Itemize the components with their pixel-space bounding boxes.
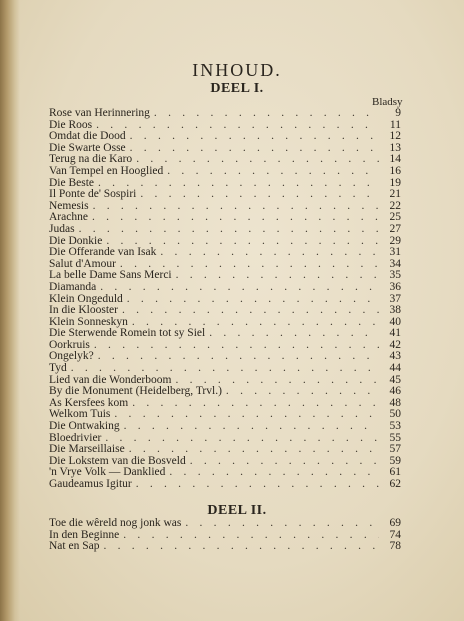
toc-entry xyxy=(49,421,401,433)
entry-title: Terug na die Karo xyxy=(49,153,133,166)
dot-leader xyxy=(103,541,379,553)
toc-entry xyxy=(49,541,401,553)
entry-title: Die Offerande van Isak xyxy=(49,246,157,259)
entry-page-number: 50 xyxy=(389,408,401,421)
dot-leader xyxy=(71,363,379,375)
entry-page-number: 25 xyxy=(389,211,401,224)
entry-page-number: 35 xyxy=(389,269,401,282)
dot-leader xyxy=(185,518,379,530)
dot-leader xyxy=(176,270,379,282)
toc-entry xyxy=(49,363,401,375)
entry-page-number: 53 xyxy=(389,420,401,433)
entry-page-number: 9 xyxy=(395,107,401,119)
dot-leader xyxy=(132,398,379,410)
entry-page-number: 13 xyxy=(389,141,401,154)
toc-entry xyxy=(49,530,401,542)
dot-leader xyxy=(123,530,379,542)
entry-page-number: 45 xyxy=(389,373,401,386)
dot-leader xyxy=(96,120,379,132)
entry-page-number: 43 xyxy=(389,350,401,363)
dot-leader xyxy=(98,178,379,190)
entry-title: Die Roos xyxy=(49,118,93,131)
dot-leader xyxy=(169,467,379,479)
toc-entry xyxy=(49,518,401,530)
entry-title: By die Monument (Heidelberg, Trvl.) xyxy=(49,385,222,398)
entry-title: Die Lokstem van die Bosveld xyxy=(49,454,186,467)
dot-leader xyxy=(154,108,379,120)
toc-entry xyxy=(49,224,401,236)
entry-title: Ongelyk? xyxy=(49,350,94,363)
entry-title: La belle Dame Sans Merci xyxy=(49,269,172,282)
entry-page-number: 41 xyxy=(389,327,401,340)
entry-page-number: 19 xyxy=(389,176,401,189)
entry-title: Tyd xyxy=(49,362,67,375)
entry-page-number: 12 xyxy=(389,130,401,143)
toc-entry xyxy=(49,201,401,213)
entry-title: Diamanda xyxy=(49,280,97,293)
dot-leader xyxy=(93,201,379,213)
entry-page-number: 69 xyxy=(389,517,401,529)
entry-page-number: 42 xyxy=(389,338,401,351)
entry-title: Klein Sonneskyn xyxy=(49,315,128,328)
dot-leader xyxy=(79,224,379,236)
toc-entry xyxy=(49,479,401,491)
entry-page-number: 40 xyxy=(389,315,401,328)
dot-leader xyxy=(114,409,379,421)
entry-title: Lied van die Wonderboom xyxy=(49,373,172,386)
entry-title: Salut d'Amour xyxy=(49,257,116,270)
entry-page-number: 16 xyxy=(389,164,401,177)
toc-entry xyxy=(49,247,401,259)
entry-page-number: 31 xyxy=(389,246,401,259)
entry-title: Omdat die Dood xyxy=(49,130,126,143)
dot-leader xyxy=(105,433,379,445)
dot-leader xyxy=(100,282,379,294)
toc-entry xyxy=(49,108,401,120)
dot-leader xyxy=(136,154,379,166)
dot-leader xyxy=(94,340,379,352)
entry-title: Nat en Sap xyxy=(49,540,100,553)
entry-title: Die Swarte Osse xyxy=(49,141,126,154)
entry-page-number: 61 xyxy=(389,466,401,479)
toc-entry xyxy=(49,166,401,178)
toc-entry xyxy=(49,305,401,317)
entry-title: Welkom Tuis xyxy=(49,408,111,421)
dot-leader xyxy=(122,305,379,317)
entry-title: Gaudeamus Igitur xyxy=(49,478,132,490)
entry-title: In die Klooster xyxy=(49,304,118,317)
toc-entry xyxy=(49,270,401,282)
entry-title: Die Beste xyxy=(49,176,95,189)
entry-page-number: 38 xyxy=(389,304,401,317)
entry-page-number: 48 xyxy=(389,396,401,409)
dot-leader xyxy=(226,386,379,398)
entry-page-number: 55 xyxy=(389,431,401,444)
part-one-heading: DEEL I. xyxy=(210,81,264,96)
dot-leader xyxy=(167,166,379,178)
entry-title: Nemesis xyxy=(49,199,89,212)
entry-page-number: 37 xyxy=(389,292,401,305)
dot-leader xyxy=(130,131,379,143)
entry-title: 'n Vrye Volk — Danklied xyxy=(49,466,166,479)
entry-title: Bloedrivier xyxy=(49,431,102,444)
toc-entry xyxy=(49,351,401,363)
entry-title: Arachne xyxy=(49,211,88,224)
dot-leader xyxy=(190,456,379,468)
table-of-contents-part-two xyxy=(49,518,401,553)
dot-leader xyxy=(98,351,379,363)
dot-leader xyxy=(130,143,379,155)
toc-entry xyxy=(49,212,401,224)
entry-page-number: 57 xyxy=(389,443,401,456)
entry-page-number: 11 xyxy=(389,118,401,131)
entry-page-number: 59 xyxy=(389,454,401,467)
entry-title: Judas xyxy=(49,222,75,235)
entry-title: Die Sterwende Romein tot sy Siel xyxy=(49,327,206,340)
entry-page-number: 21 xyxy=(389,188,401,201)
dot-leader xyxy=(160,247,379,259)
entry-title: Die Ontwaking xyxy=(49,420,120,433)
toc-entry xyxy=(49,340,401,352)
dot-leader xyxy=(127,294,379,306)
entry-page-number: 22 xyxy=(389,199,401,212)
entry-title: Klein Ongeduld xyxy=(49,292,123,305)
entry-title: Toe die wêreld nog jonk was xyxy=(49,517,182,529)
dot-leader xyxy=(209,328,379,340)
entry-page-number: 78 xyxy=(389,540,401,553)
entry-title: Van Tempel en Hooglied xyxy=(49,164,164,177)
entry-page-number: 29 xyxy=(389,234,401,247)
entry-title: In den Beginne xyxy=(49,528,120,541)
toc-entry xyxy=(49,328,401,340)
entry-page-number: 46 xyxy=(389,385,401,398)
part-two-heading: DEEL II. xyxy=(207,503,267,518)
toc-entry xyxy=(49,189,401,201)
entry-page-number: 34 xyxy=(389,257,401,270)
entry-page-number: 14 xyxy=(389,153,401,166)
entry-page-number: 36 xyxy=(389,280,401,293)
entry-page-number: 74 xyxy=(389,528,401,541)
toc-entry xyxy=(49,282,401,294)
entry-title: Die Marseillaise xyxy=(49,443,125,456)
entry-title: Die Donkie xyxy=(49,234,103,247)
entry-title: As Kersfees kom xyxy=(49,396,129,409)
entry-page-number: 62 xyxy=(389,478,401,490)
dot-leader xyxy=(92,212,379,224)
dot-leader xyxy=(136,479,379,491)
entry-title: Il Ponte de' Sospiri xyxy=(49,188,137,201)
entry-title: Rose van Herinnering xyxy=(49,107,150,119)
entry-page-number: 27 xyxy=(389,222,401,235)
entry-title: Oorkruis xyxy=(49,338,90,351)
dot-leader xyxy=(140,189,379,201)
table-of-contents-part-one xyxy=(49,108,401,491)
entry-page-number: 44 xyxy=(389,362,401,375)
page-column-label: Bladsy xyxy=(372,96,403,108)
page-title: INHOUD. xyxy=(192,60,282,80)
dot-leader xyxy=(124,421,379,433)
